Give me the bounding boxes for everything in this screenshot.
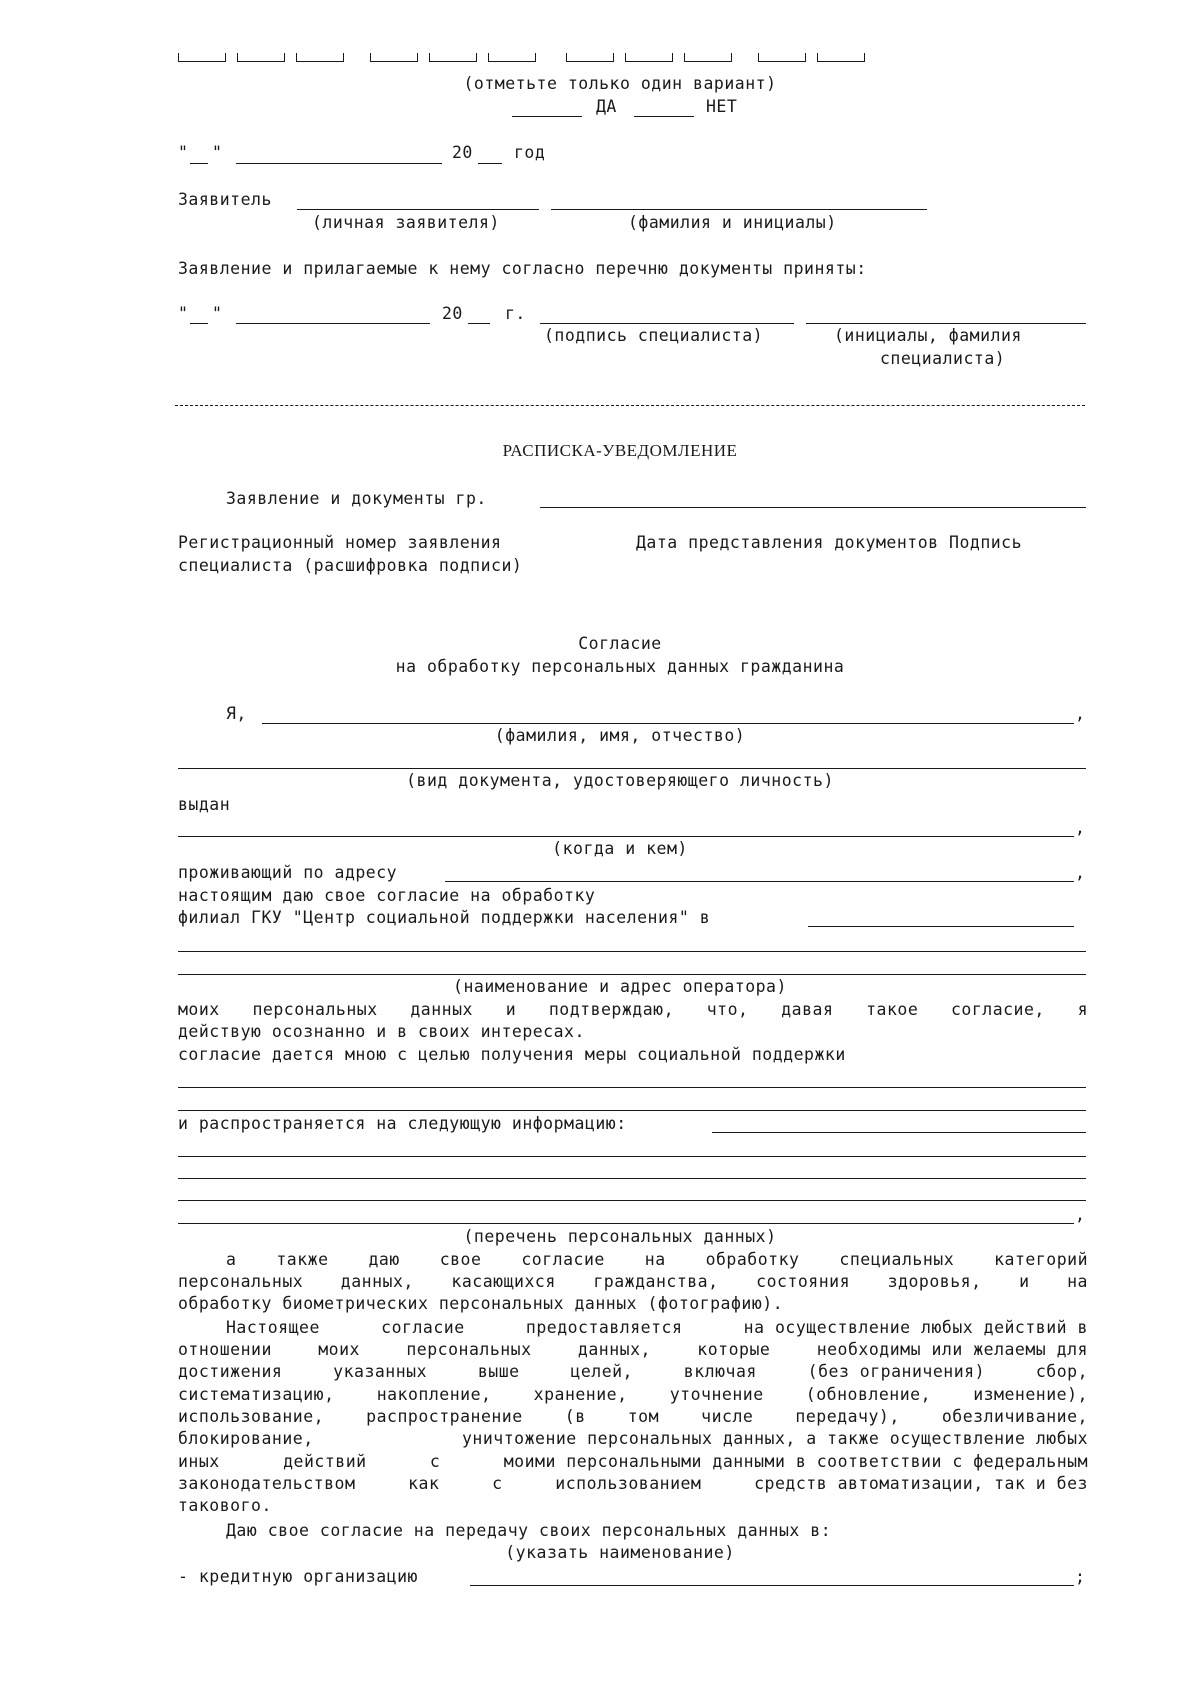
date-submission-label: Дата представления документов Подпись (636, 533, 1023, 552)
transfer-consent-text: Даю свое согласие на передачу своих персональных данных в: (226, 1521, 832, 1540)
month-blank[interactable] (236, 163, 442, 164)
accepted-year-prefix: 20 (442, 304, 463, 323)
specify-name-caption: (указать наименование) (505, 1543, 735, 1562)
comma: , (1075, 863, 1086, 882)
specialist-signature-field[interactable] (540, 323, 794, 324)
name-caption: (фамилия и инициалы) (628, 213, 837, 232)
date-quote-close: " (212, 304, 223, 323)
actions-line: систематизацию, накопление, хранение, уточнение (обновление, изменение), (178, 1385, 1088, 1404)
digit-cell[interactable] (429, 53, 477, 62)
applicant-label: Заявитель (178, 190, 272, 209)
year-blank[interactable] (468, 323, 490, 324)
fio-caption: (фамилия, имя, отчество) (494, 726, 746, 745)
actions-line: достижения указанных выше целей, включая (без ограничения) сбор, (178, 1362, 1088, 1381)
digit-cell[interactable] (370, 53, 418, 62)
id-document-field[interactable] (178, 768, 1086, 769)
accepted-text: Заявление и прилагаемые к нему согласно перечню документы приняты: (178, 259, 867, 278)
data-list-field[interactable] (178, 1178, 1086, 1179)
give-consent-text: настоящим даю свое согласие на обработку (178, 886, 596, 905)
no-blank[interactable] (634, 116, 694, 117)
consent-title: Согласие (578, 634, 662, 653)
purpose-field[interactable] (178, 1087, 1086, 1088)
digit-cell[interactable] (566, 53, 614, 62)
applies-to-text: и распространяется на следующую информацию: (178, 1114, 627, 1133)
documents-of-label: Заявление и документы гр. (226, 489, 487, 508)
fio-field[interactable] (262, 723, 1074, 724)
choose-one-note: (отметьте только один вариант) (463, 74, 777, 93)
day-blank[interactable] (190, 323, 208, 324)
yes-blank[interactable] (512, 116, 582, 117)
operator-field[interactable] (178, 974, 1086, 975)
yes-label: ДА (596, 97, 617, 116)
act-consciously-text: действую осознанно и в своих интересах. (178, 1022, 585, 1041)
comma: , (1075, 704, 1086, 723)
year-suffix: год (514, 143, 546, 162)
my-data-line: моих персональных данных и подтверждаю, что, давая такое согласие, я (178, 1000, 1088, 1019)
applicant-name-field[interactable] (551, 209, 927, 210)
operator-field[interactable] (178, 951, 1086, 952)
consent-subtitle: на обработку персональных данных гражданина (395, 657, 845, 676)
actions-line: иных действий с моими персональными данными в соответствии с федеральным (178, 1452, 1088, 1471)
data-list-field[interactable] (178, 1156, 1086, 1157)
issued-label: выдан (178, 795, 231, 814)
purpose-text: согласие дается мною с целью получения меры социальной поддержки (178, 1045, 846, 1064)
data-list-field[interactable] (712, 1132, 1086, 1133)
data-list-field[interactable] (178, 1223, 1074, 1224)
address-field[interactable] (445, 881, 1074, 882)
actions-line: законодательством как с использованием средств автоматизации, так и без (178, 1474, 1088, 1493)
accepted-year-suffix: г. (505, 304, 526, 323)
actions-line: Настоящее согласие предоставляется на осуществление любых действий в (226, 1318, 1088, 1337)
id-doc-caption: (вид документа, удостоверяющего личность) (406, 771, 834, 790)
digit-cell[interactable] (488, 53, 536, 62)
month-blank[interactable] (236, 323, 430, 324)
branch-location-field[interactable] (808, 926, 1074, 927)
semicolon: ; (1075, 1567, 1086, 1586)
actions-line: использование, распространение (в том числе передачу), обезличивание, (178, 1407, 1088, 1426)
cut-line (175, 405, 1085, 406)
digit-cell[interactable] (625, 53, 673, 62)
specialist-name-field[interactable] (806, 323, 1086, 324)
when-by-caption: (когда и кем) (552, 839, 688, 858)
applicant-signature-field[interactable] (297, 209, 539, 210)
actions-last-line: такового. (178, 1496, 272, 1515)
issued-by-field[interactable] (178, 836, 1074, 837)
digit-cell[interactable] (817, 53, 865, 62)
signature-caption: (личная заявителя) (312, 213, 500, 232)
date-quote-open: " (178, 143, 189, 162)
comma: , (1075, 1205, 1086, 1224)
i-label: Я, (226, 704, 247, 723)
specialist-signature-caption: (подпись специалиста) (544, 326, 764, 345)
data-list-caption: (перечень персональных данных) (463, 1227, 777, 1246)
day-blank[interactable] (190, 163, 208, 164)
credit-org-field[interactable] (470, 1585, 1074, 1586)
year-prefix: 20 (452, 143, 473, 162)
credit-org-label: - кредитную организацию (178, 1567, 418, 1586)
digit-cell[interactable] (237, 53, 285, 62)
actions-line: отношении моих персональных данных, которые необходимы или желаемы для (178, 1340, 1088, 1359)
specialist-initials-caption: (инициалы, фамилия (834, 326, 1022, 345)
receipt-title: РАСПИСКА-УВЕДОМЛЕНИЕ (502, 441, 738, 460)
date-quote-open: " (178, 304, 189, 323)
special-line-3: обработку биометрических персональных данных (фотографию). (178, 1294, 784, 1313)
actions-line: блокирование, уничтожение персональных данных, а также осуществление любых (178, 1429, 1088, 1448)
comma: , (1075, 818, 1086, 837)
special-line-2: персональных данных, касающихся гражданства, состояния здоровья, и на (178, 1272, 1088, 1291)
digit-cell[interactable] (758, 53, 806, 62)
year-blank[interactable] (478, 163, 502, 164)
branch-text: филиал ГКУ "Центр социальной поддержки населения" в (178, 908, 711, 927)
data-list-field[interactable] (178, 1200, 1086, 1201)
citizen-name-field[interactable] (540, 507, 1086, 508)
digit-cell[interactable] (296, 53, 344, 62)
purpose-field[interactable] (178, 1110, 1086, 1111)
digit-cell[interactable] (178, 53, 226, 62)
living-at-label: проживающий по адресу (178, 863, 398, 882)
specialist-initials-caption: специалиста) (880, 349, 1006, 368)
date-quote-close: " (212, 143, 223, 162)
operator-caption: (наименование и адрес оператора) (453, 977, 787, 996)
reg-number-label: Регистрационный номер заявления (178, 533, 502, 552)
no-label: НЕТ (706, 97, 738, 116)
specialist-decode-label: специалиста (расшифровка подписи) (178, 556, 523, 575)
special-line-1: а также даю свое согласие на обработку специальных категорий (226, 1250, 1088, 1269)
digit-cell[interactable] (684, 53, 732, 62)
